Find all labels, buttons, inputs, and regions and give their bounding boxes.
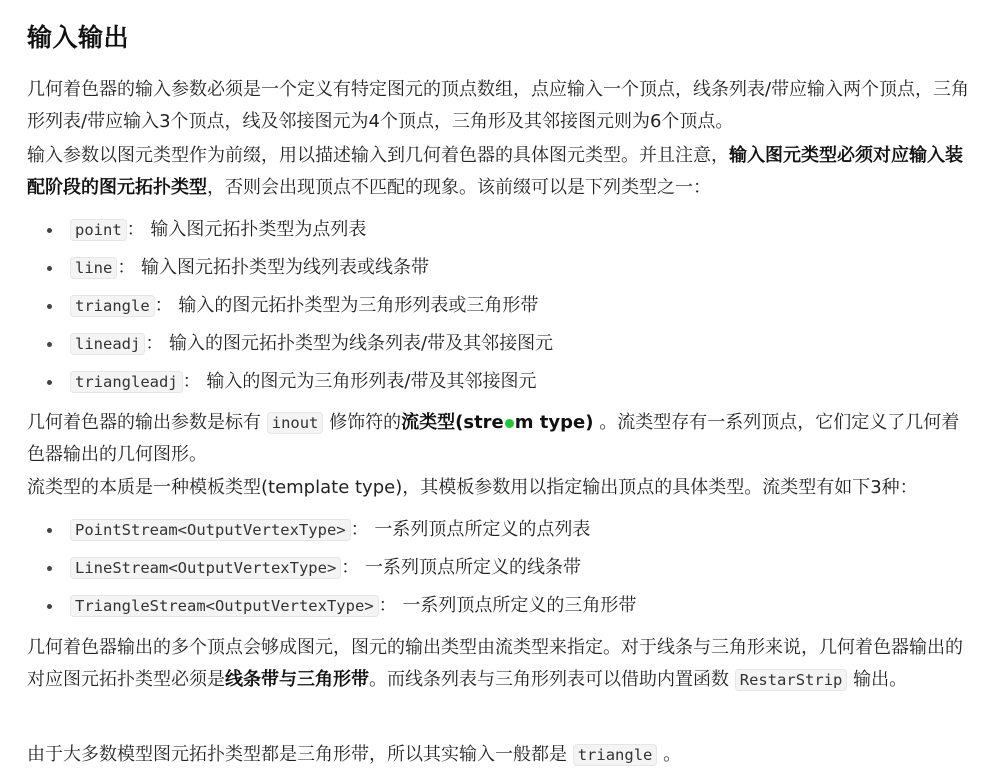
inline-code: lineadj (70, 333, 145, 355)
stream-type-list (27, 511, 972, 625)
inline-code: inout (267, 412, 324, 434)
list-item-description: ： 一系列顶点所定义的线条带 (341, 557, 582, 578)
inline-code: line (70, 257, 117, 279)
list-item-description: ： 一系列顶点所定义的点列表 (350, 519, 591, 540)
list-item (27, 549, 972, 587)
inline-code: PointStream<OutputVertexType> (70, 519, 351, 541)
bold-emphasis: 输入图元类型必须对应输入装配阶段的图元拓扑类型 (27, 145, 963, 198)
paragraph-text: 。 (657, 744, 682, 765)
inline-code: LineStream<OutputVertexType> (70, 557, 341, 579)
bullet-icon (47, 528, 52, 533)
paragraph-input-prefix (27, 140, 972, 204)
list-item-description: ： 输入的图元拓扑类型为三角形列表或三角形带 (154, 295, 539, 316)
page-title: 输入输出 (27, 23, 130, 52)
paragraph-text: ，否则会出现顶点不匹配的现象。该前缀可以是下列类型之一： (207, 177, 711, 198)
inline-code: TriangleStream<OutputVertexType> (70, 595, 379, 617)
list-item (27, 587, 972, 625)
paragraph-template-type (27, 472, 972, 504)
paragraph-summary (27, 739, 972, 771)
list-item (27, 287, 972, 325)
list-item-description: ： 输入的图元为三角形列表/带及其邻接图元 (182, 371, 537, 392)
list-item-description: ： 输入图元拓扑类型为点列表 (126, 219, 367, 240)
paragraph-text: 流类型的本质是一种模板类型(template type)，其模板参数用以指定输出顶点的具体类型。流类型有如下3种： (27, 477, 918, 498)
cursor-dot-icon (505, 419, 514, 428)
bullet-icon (47, 266, 52, 271)
paragraph-text: 由于大多数模型图元拓扑类型都是三角形带，所以其实输入一般都是 (27, 744, 573, 765)
inline-code: point (70, 219, 127, 241)
list-item (27, 211, 972, 249)
paragraph-text: 几何着色器的输入参数必须是一个定义有特定图元的顶点数组，点应输入一个顶点，线条列表/带应输入两个顶点，三角形列表/带应输入3个顶点，线及邻接图元为4个顶点，三角形及其邻接图元则为6个顶点。 (27, 79, 970, 132)
list-item (27, 249, 972, 287)
list-item (27, 325, 972, 363)
inline-code: triangle (573, 744, 658, 766)
list-item (27, 511, 972, 549)
inline-code: triangleadj (70, 371, 183, 393)
bold-emphasis: 流类型(stre m type) (401, 412, 594, 433)
bullet-icon (47, 228, 52, 233)
input-type-list (27, 211, 972, 401)
inline-code: triangle (70, 295, 155, 317)
paragraph-text: 输入参数以图元类型作为前缀，用以描述输入到几何着色器的具体图元类型。并且注意， (27, 145, 729, 166)
paragraph-text: 。而线条列表与三角形列表可以借助内置函数 (369, 669, 735, 690)
bullet-icon (47, 304, 52, 309)
paragraph-text: 几何着色器的输出参数是标有 (27, 412, 267, 433)
list-item-description: ： 输入的图元拓扑类型为线条列表/带及其邻接图元 (145, 333, 554, 354)
paragraph-text: 输出。 (847, 669, 908, 690)
paragraph-text: 。流类型存有一系列顶点，它们定义了几何着色器输出的几何图形。 (27, 412, 960, 465)
paragraph-input-arrays (27, 74, 972, 138)
bullet-icon (47, 604, 52, 609)
paragraph-text: 几何着色器输出的多个顶点会够成图元，图元的输出类型由流类型来指定。对于线条与三角形来说，几何着色器输出的对应图元拓扑类型必须是 (27, 637, 963, 690)
paragraph-text: 修饰符的 (323, 412, 402, 433)
bullet-icon (47, 342, 52, 347)
paragraph-output-stream (27, 407, 972, 471)
bullet-icon (47, 566, 52, 571)
list-item-description: ： 一系列顶点所定义的三角形带 (378, 595, 637, 616)
bullet-icon (47, 380, 52, 385)
inline-code: RestarStrip (735, 669, 848, 691)
list-item-description: ： 输入图元拓扑类型为线列表或线条带 (117, 257, 430, 278)
list-item (27, 363, 972, 401)
paragraph-output-topology (27, 632, 972, 696)
bold-emphasis: 线条带与三角形带 (225, 669, 369, 690)
